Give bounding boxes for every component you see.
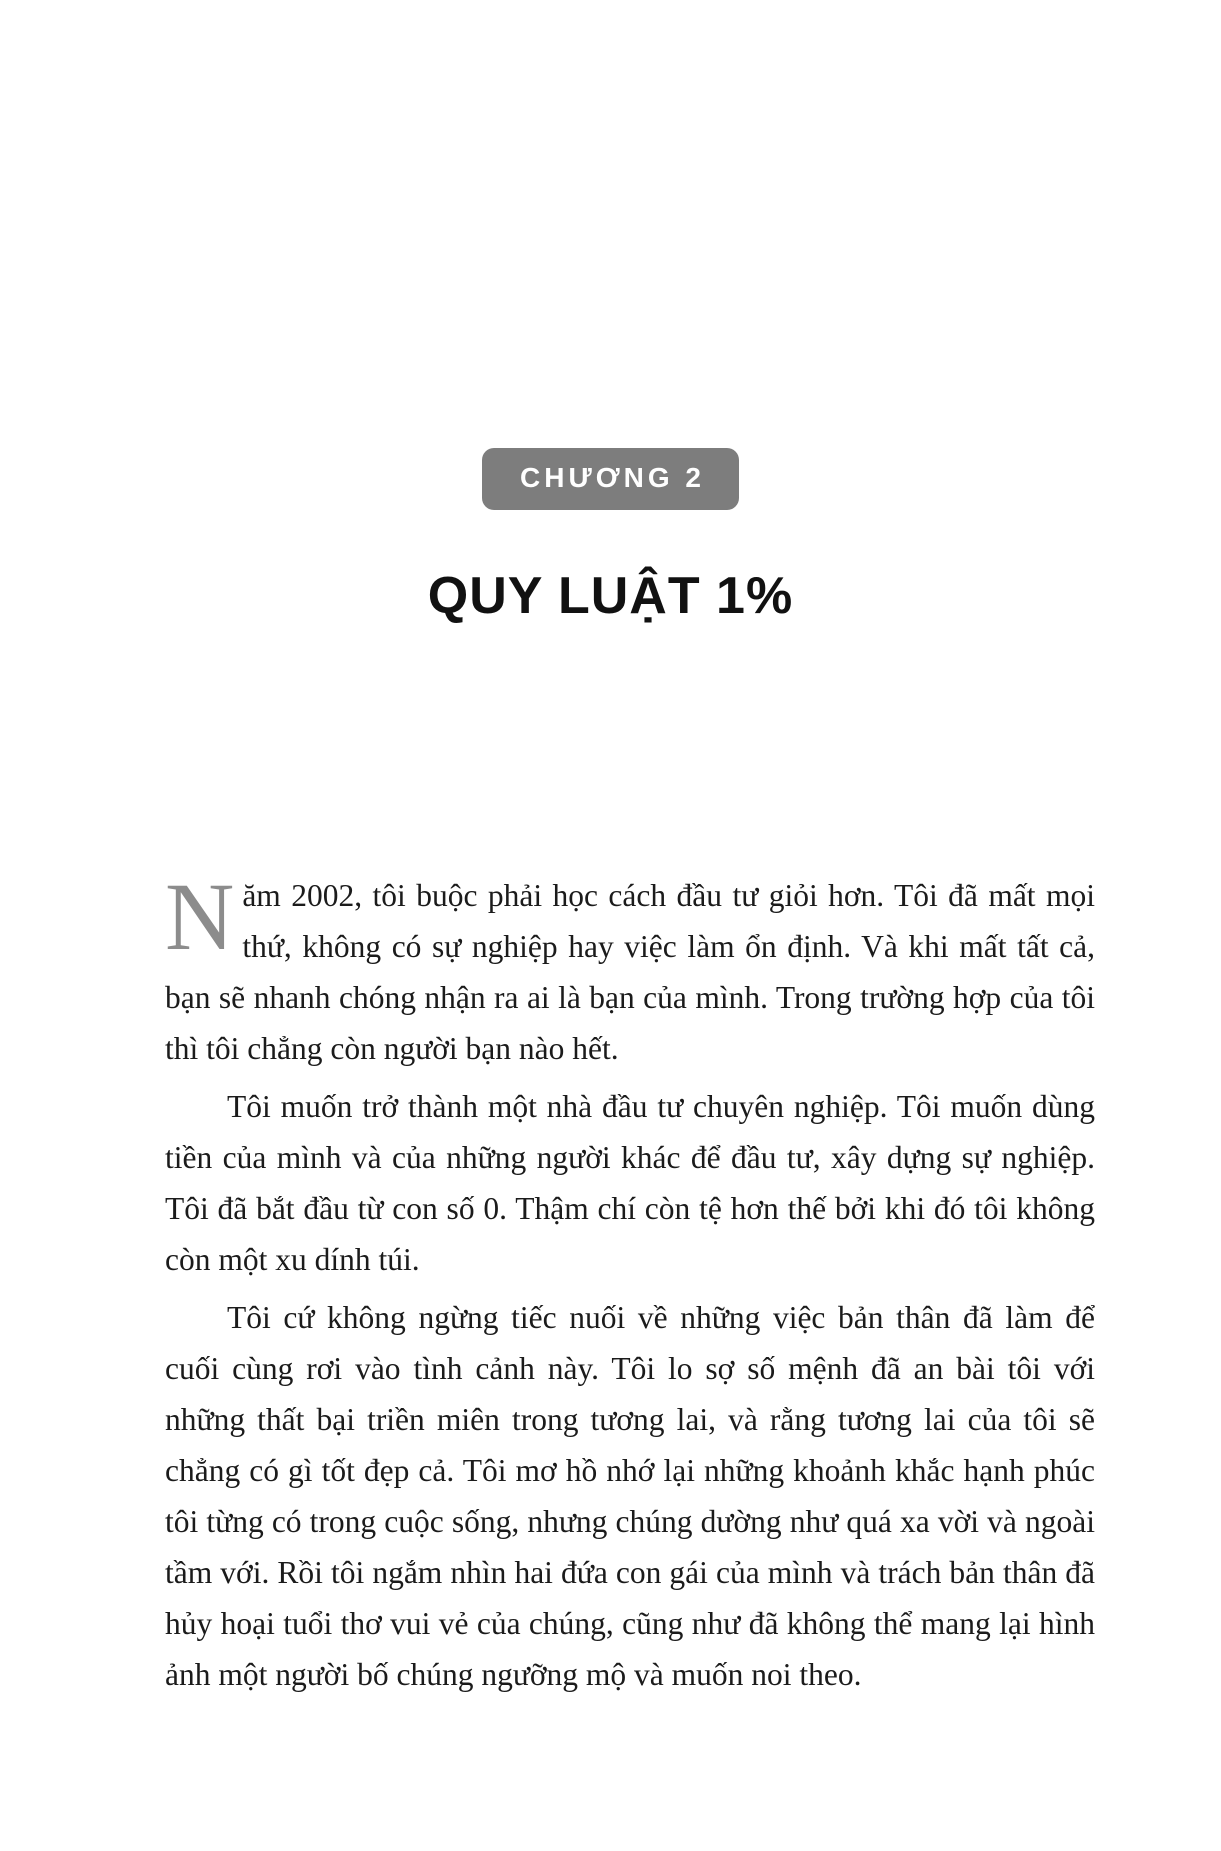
chapter-title: QUY LUẬT 1% (427, 567, 794, 625)
body-text (165, 863, 1095, 1700)
paragraph-2: Tôi muốn trở thành một nhà đầu tư chuyên nghiệp. Tôi muốn dùng tiền của mình và của những người khác để đầu tư, xây dựng sự nghiệp. Tôi đã bắt đầu từ con số 0. Thậm chí còn tệ hơn thế bởi khi đó tôi không còn một xu dính túi. (165, 1089, 1095, 1278)
chapter-number-badge: CHƯƠNG 2 (482, 448, 739, 510)
drop-cap-letter: N (165, 863, 235, 970)
chapter-header (0, 0, 1221, 625)
paragraph-1 (165, 863, 1095, 1074)
paragraph-1-text: ăm 2002, tôi buộc phải học cách đầu tư giỏi hơn. Tôi đã mất mọi thứ, không có sự nghiệp hay việc làm ổn định. Và khi mất tất cả, bạn sẽ nhanh chóng nhận ra ai là bạn của mình. Trong trường hợp của tôi thì tôi chẳng còn người bạn nào hết. (165, 878, 1095, 1067)
paragraph-3: Tôi cứ không ngừng tiếc nuối về những việc bản thân đã làm để cuối cùng rơi vào tình cảnh này. Tôi lo sợ số mệnh đã an bài tôi với những thất bại triền miên trong tương lai, và rằng tương lai của tôi sẽ chẳng có gì tốt đẹp cả. Tôi mơ hồ nhớ lại những khoảnh khắc hạnh phúc tôi từng có trong cuộc sống, nhưng chúng dường như quá xa vời và ngoài tầm với. Rồi tôi ngắm nhìn hai đứa con gái của mình và trách bản thân đã hủy hoại tuổi thơ vui vẻ của chúng, cũng như đã không thể mang lại hình ảnh một người bố chúng ngưỡng mộ và muốn noi theo. (165, 1300, 1095, 1693)
